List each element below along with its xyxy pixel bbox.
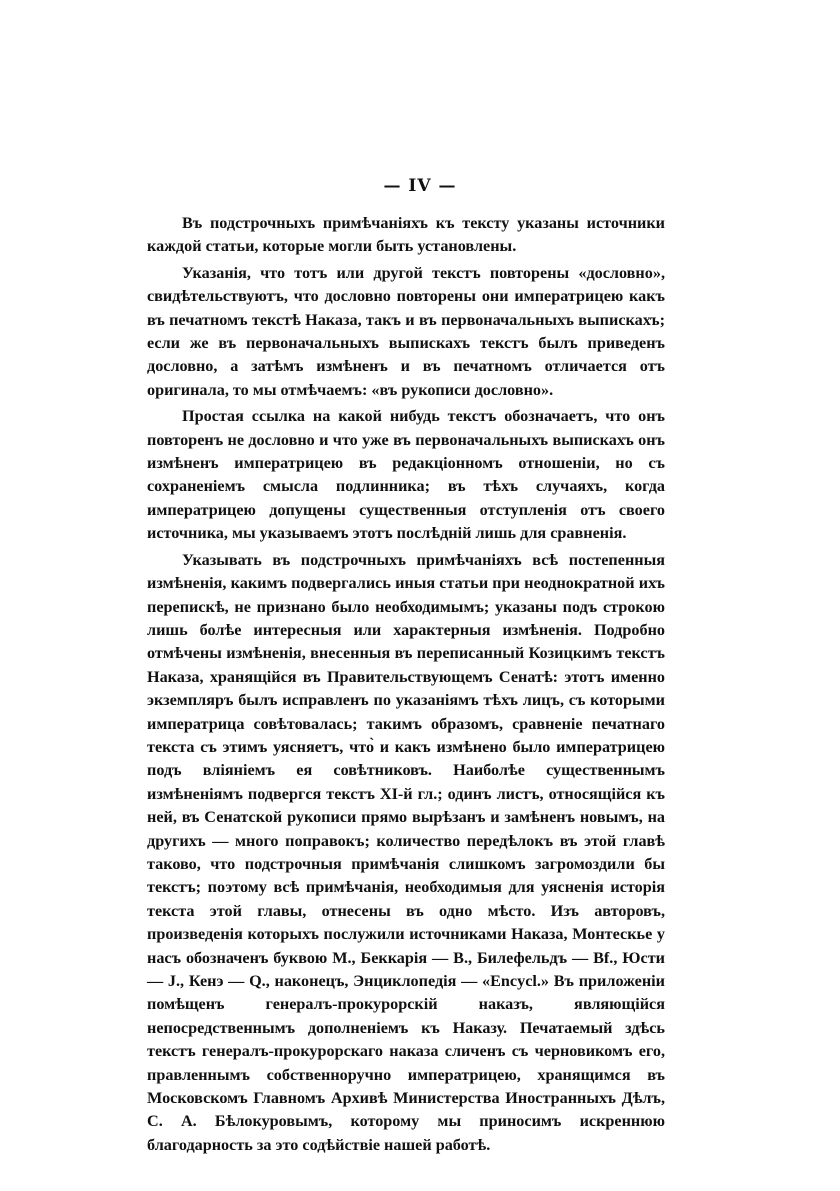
paragraph-simple-reference: Простая ссылка на какой нибудь текстъ обозначаетъ, что онъ повторенъ не дословно и что уже въ первоначальныхъ выпискахъ онъ измѣненъ императрицею въ редакціонномъ отношеніи, но съ сохраненіемъ смысла подлинника; въ тѣхъ случаяхъ, когда императрицею допущены существенныя отступленія отъ своего источника, мы указываемъ этотъ послѣдній лишь для сравненія. [147,407,665,543]
paragraph-sources: Въ подстрочныхъ примѣчаніяхъ къ тексту указаны источники каждой статьи, которые могли быть установлены. [147,214,665,256]
body-text [147,212,665,1160]
paragraph-changes: Указывать въ подстрочныхъ примѣчаніяхъ всѣ постепенныя измѣненія, какимъ подвергались иныя статьи при неоднократной ихъ перепискѣ, не признано было необходимымъ; указаны подъ строкою лишь болѣе интересныя или характерныя измѣненія. Подробно отмѣчены измѣненія, внесенныя въ переписанный Козицкимъ текстъ Наказа, хранящійся въ Правительствующемъ Сенатѣ: этотъ именно экземпляръ былъ исправленъ по указаніямъ тѣхъ лицъ, съ которыми императрица совѣтовалась; такимъ образомъ, сравненіе печатнаго текста съ этимъ уясняетъ, что̀ и какъ измѣнено было императрицею подъ вліяніемъ ея совѣтниковъ. Наиболѣе существеннымъ измѣненіямъ подвергся текстъ XI-й гл.; одинъ листъ, относящійся къ ней, въ Сенатской рукописи прямо вырѣзанъ и замѣненъ новымъ, на другихъ — много поправокъ; количество передѣлокъ въ этой главѣ таково, что подстрочныя примѣчанія слишкомъ загромоздили бы текстъ; поэтому всѣ примѣчанія, необходимыя для уясненія исторія текста этой главы, отнесены въ одно мѣсто. Изъ авторовъ, произведенія которыхъ послужили источниками Наказа, Монтескье у насъ обозначенъ буквою М., Беккарія — В., Билефельдъ — Bf., Юсти — J., Кенэ — Q., наконецъ, Энциклопедія — «Encycl.» Въ приложеніи помѣщенъ генералъ-прокурорскій наказъ, являющійся непосредственнымъ дополненіемъ къ Наказу. Печатаемый здѣсь текстъ генералъ-прокурорскаго наказа сличенъ съ черновикомъ его, правленнымъ собственноручно императрицею, хранящимся въ Московскомъ Главномъ Архивѣ Министерства Иностранныхъ Дѣлъ, С. А. Бѣлокуровымъ, которому мы приносимъ искреннюю благодарность за это содѣйствіе нашей работѣ. [147,550,665,1154]
page-number: — IV — [383,176,457,196]
paragraph-verbatim: Указанія, что тотъ или другой текстъ повторены «дословно», свидѣтельствуютъ, что дословно повторены они императрицею какъ въ печатномъ текстѣ Наказа, такъ и въ первоначальныхъ выпискахъ; если же въ первоначальныхъ выпискахъ текстъ былъ приведенъ дословно, а затѣмъ измѣненъ и въ печатномъ отличается отъ оригинала, то мы отмѣчаемъ: «въ рукописи дословно». [147,263,665,399]
